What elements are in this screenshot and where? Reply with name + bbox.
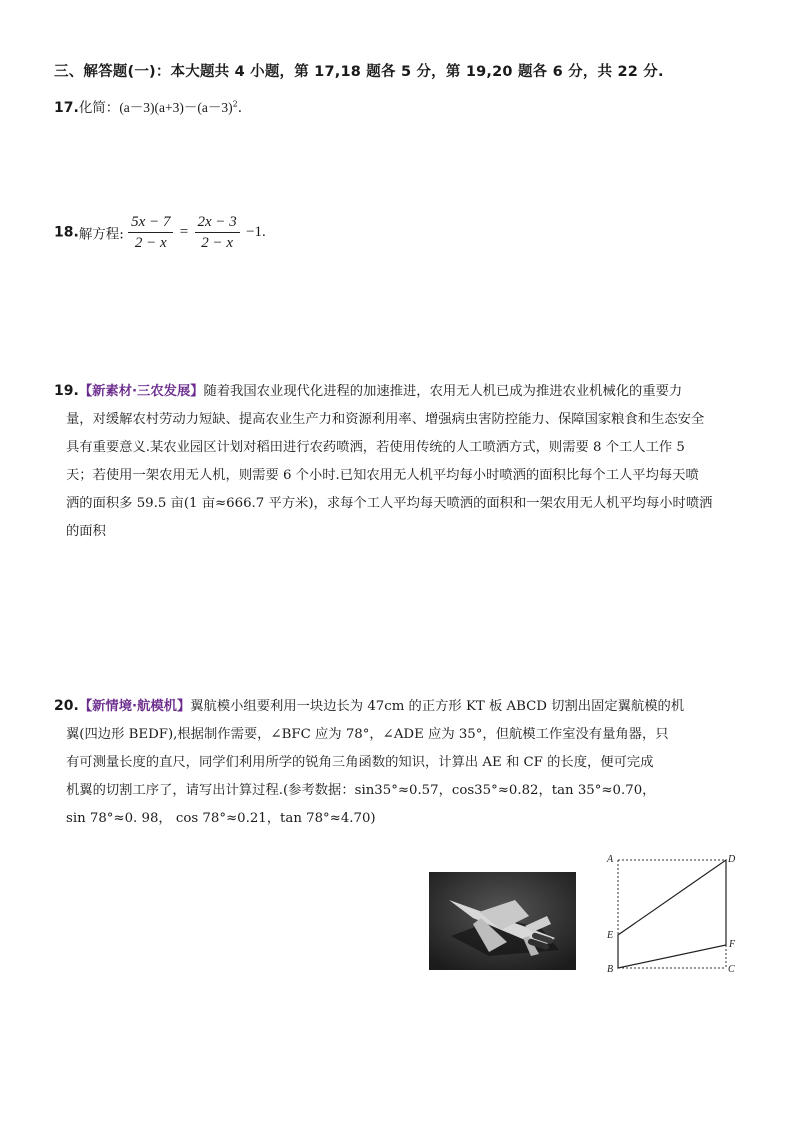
square-diagram — [596, 850, 746, 978]
vertex-label-e: E — [607, 930, 614, 941]
question-line: 的面积 — [66, 524, 106, 539]
vertex-label-a: A — [607, 854, 614, 865]
question-line: 洒的面积多 59.5 亩(1 亩≈666.7 平方米)，求每个工人平均每天喷洒的面积和一架农用无人机平均每小时喷洒 — [66, 496, 713, 511]
question-20 — [54, 692, 684, 833]
airplane-icon — [429, 872, 576, 970]
question-line — [54, 692, 684, 721]
question-text: 翼航模小组要利用一块边长为 47cm 的正方形 KT 板 ABCD 切割出固定翼航模的机 — [190, 699, 685, 714]
quadrilateral-bedf — [618, 860, 726, 968]
fraction-denominator: 2 − x — [201, 235, 234, 251]
question-line — [54, 377, 712, 406]
fraction-denominator: 2 − x — [134, 235, 167, 251]
question-tag: 【新素材·三农发展】 — [78, 384, 204, 399]
question-line: 翼(四边形 BEDF),根据制作需要，∠BFC 应为 78°，∠ADE 应为 35°，但航模工作室没有量角器，只 — [66, 727, 669, 742]
expression-end: . — [237, 100, 243, 116]
question-tag: 【新情境·航模机】 — [78, 699, 191, 714]
vertex-label-b: B — [607, 964, 614, 975]
question-number: 20. — [54, 698, 79, 714]
question-text: 随着我国农业现代化进程的加速推进，农用无人机已成为推进农业机械化的重要力 — [203, 384, 683, 399]
question-18 — [54, 212, 268, 253]
question-number: 18. — [54, 224, 79, 241]
question-line: 天；若使用一架农用无人机，则需要 6 个小时.已知农用无人机平均每小时喷洒的面积比每个工人平均每天喷 — [66, 468, 699, 483]
equation-tail: −1. — [246, 224, 266, 240]
vertex-label-d: D — [728, 854, 736, 865]
section-title: 三、解答题(一)：本大题共 4 小题，第 17,18 题各 5 分，第 19,20 题各 6 分，共 22 分. — [54, 64, 664, 80]
question-line: 具有重要意义.某农业园区计划对稻田进行农药喷洒，若使用传统的人工喷洒方式，则需要 8 个工人工作 5 — [66, 440, 685, 455]
exponent: 2 — [232, 99, 238, 109]
vertex-label-f: F — [729, 939, 736, 950]
fraction-left — [128, 212, 173, 253]
question-prefix: 化简： — [78, 100, 120, 116]
question-line: 量，对缓解农村劳动力短缺、提高农业生产力和资源利用率、增强病虫害防控能力、保障国家粮食和生态安全 — [66, 412, 705, 427]
fraction-numerator: 5x − 7 — [128, 212, 173, 233]
expression: (a－3)(a+3)－(a－3) — [119, 100, 233, 115]
question-line: 机翼的切割工序了，请写出计算过程.(参考数据：sin35°≈0.57，cos35°≈0.82，tan 35°≈0.70， — [66, 783, 656, 798]
question-17 — [54, 96, 242, 116]
question-line: sin 78°≈0. 98， cos 78°≈0.21，tan 78°≈4.70) — [66, 811, 376, 826]
vertex-label-c: C — [728, 964, 735, 975]
question-number: 17. — [54, 100, 79, 116]
fraction-right — [195, 212, 240, 253]
model-plane-photo — [429, 872, 576, 970]
question-prefix: 解方程: — [78, 226, 124, 243]
equals-sign: = — [179, 224, 189, 240]
question-line: 有可测量长度的直尺，同学们利用所学的锐角三角函数的知识，计算出 AE 和 CF 的长度，便可完成 — [66, 755, 654, 770]
fraction-numerator: 2x − 3 — [195, 212, 240, 233]
question-19 — [54, 377, 712, 546]
question-number: 19. — [54, 383, 79, 399]
